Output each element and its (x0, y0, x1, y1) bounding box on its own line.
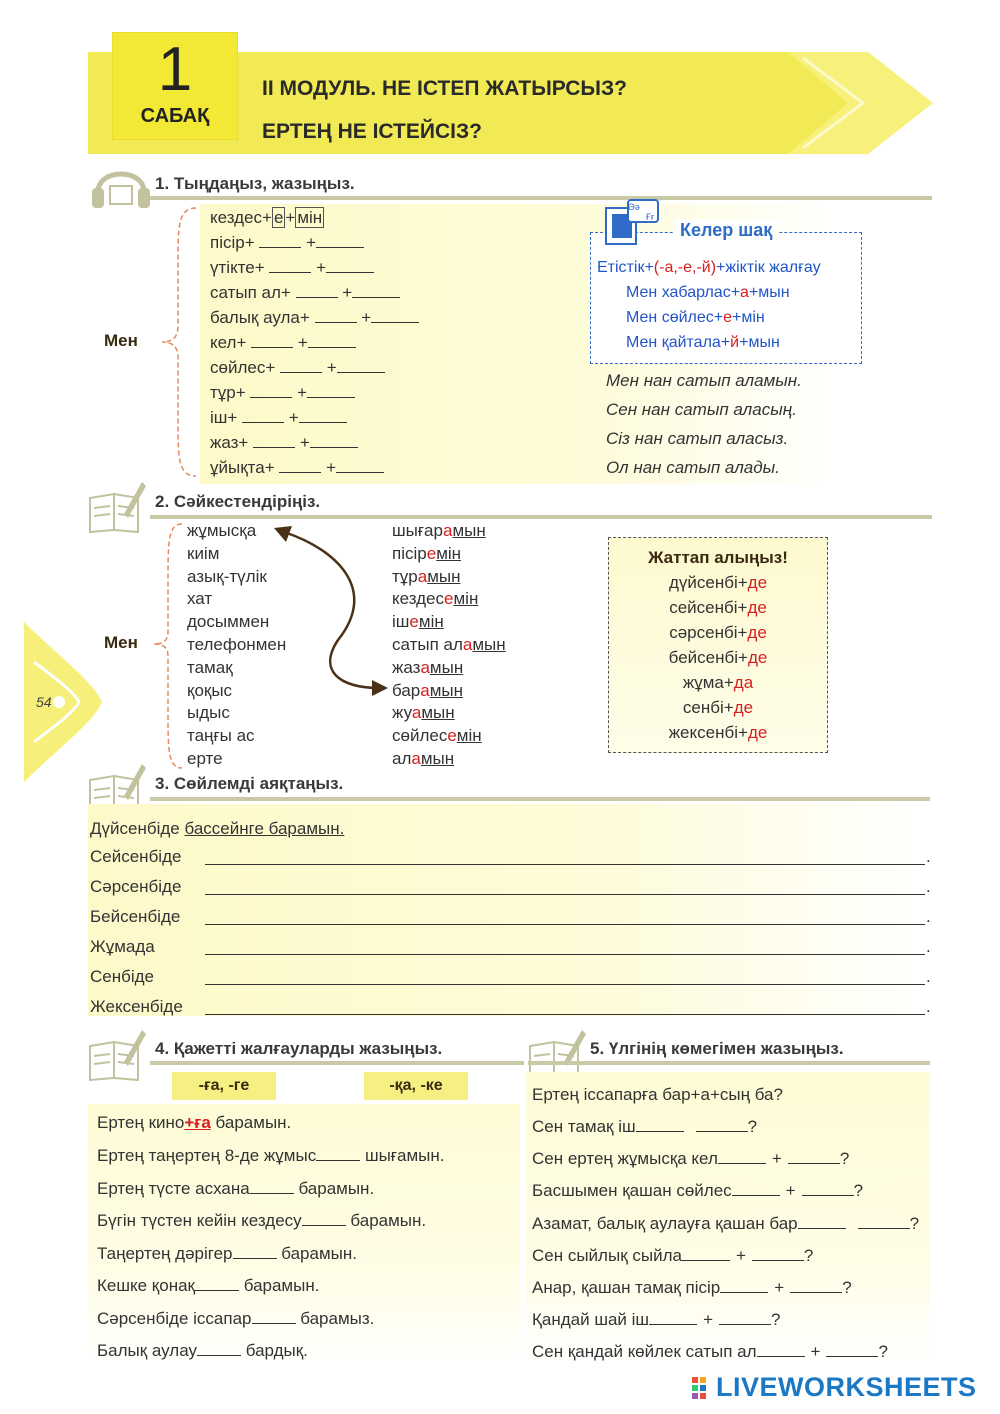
ex5-blank-2[interactable] (790, 1278, 842, 1293)
ex5-item-end: ? (842, 1278, 852, 1297)
ex2-right-vowel: а (417, 566, 428, 586)
ex2-right-vowel: е (426, 543, 437, 563)
sentence-3: Сіз нан сатып аласыз. (606, 429, 789, 448)
ex5-item (532, 1310, 780, 1330)
memo-suffix: де (747, 723, 768, 742)
ex4-item (97, 1309, 374, 1329)
ex5-item-mid: + (735, 1245, 746, 1265)
ex5-item (532, 1214, 919, 1234)
ex2-right-ending: мін (453, 589, 479, 609)
rule-ex1-a: Мен хабарлас+ (626, 284, 741, 301)
ex2-right-stem: жаз (392, 657, 421, 677)
liveworksheets-brand: LIVEWORKSHEETS (716, 1372, 977, 1402)
memo-suffix: де (747, 648, 768, 667)
ex2-right-item[interactable] (392, 681, 463, 701)
ex2-right-vowel: а (420, 657, 430, 677)
ex5-item-start: Сен ертең жұмысқа кел (532, 1149, 718, 1169)
ex5-item-end: ? (771, 1310, 781, 1330)
module-title: II МОДУЛЬ. НЕ ІСТЕП ЖАТЫРСЫЗ? (262, 77, 627, 100)
ex1-item: сатып ал+ + (210, 283, 400, 303)
memo-item (608, 698, 828, 718)
rule-ex3-c: +мын (739, 334, 780, 351)
ex1-blank-vowel[interactable] (250, 383, 292, 398)
ex5-item-end: ? (853, 1181, 864, 1201)
ex2-right-vowel: а (420, 680, 430, 700)
ex3-day-label: Сәрсенбіде (90, 877, 182, 896)
ex1-item: жаз+ + (210, 433, 358, 453)
ex5-item-start: Сен тамақ іш (532, 1117, 636, 1136)
ex5-item-mid (684, 1117, 696, 1136)
ex4-item-start: Таңертең дәрігер (97, 1243, 233, 1263)
ex2-right-ending: мін (418, 612, 444, 632)
lesson-badge (112, 32, 238, 140)
ex1-blank-ending[interactable] (299, 408, 347, 423)
ex5-example: Ертең іссапарға бар+а+сың ба? (532, 1085, 783, 1104)
ex3-day-label: Жексенбіде (90, 997, 183, 1016)
memo-suffix: де (747, 598, 767, 617)
ex2-right-item[interactable] (392, 544, 461, 564)
ex1-item-verb: балық аула+ (210, 308, 310, 327)
ex1-blank-ending[interactable] (337, 358, 385, 373)
rule-icon-text1: Әә (628, 202, 640, 212)
ex5-item-start: Азамат, балық аулауға қашан бар (532, 1213, 798, 1233)
ex5-blank-2[interactable] (752, 1246, 804, 1261)
ex3-answer-line[interactable] (205, 864, 925, 865)
ex2-left-item[interactable]: киім (187, 543, 220, 563)
ex1-item: кел+ + (210, 333, 356, 353)
ex2-left-item[interactable]: жұмысқа (187, 521, 257, 540)
ex5-item-end: ? (839, 1149, 850, 1169)
ex1-item-verb: сөйлес+ (210, 358, 276, 377)
example-ending: мін (297, 208, 323, 227)
ex1-blank-ending[interactable] (371, 308, 419, 323)
ex1-title: 1. Тыңдаңыз, жазыңыз. (155, 174, 355, 193)
memo-suffix: да (733, 673, 754, 692)
ex4-rule (150, 1061, 524, 1065)
ex2-right-stem: іш (392, 612, 410, 632)
ex5-item-end: ? (803, 1245, 814, 1265)
memo-suffix: де (747, 573, 768, 592)
rule-ex2-c: +мін (732, 309, 765, 326)
ex2-left-item[interactable]: таңғы ас (187, 726, 255, 746)
ex4-item-end: барамыз. (300, 1308, 375, 1328)
ex3-answer-line[interactable] (205, 954, 925, 955)
ex2-right-item[interactable] (392, 589, 478, 609)
ex5-blank-1[interactable] (649, 1310, 697, 1325)
ex1-blank-vowel[interactable] (279, 458, 321, 473)
ex3-example-answer: бассейнге барамын. (184, 819, 345, 838)
rule-ex3-a: Мен қайтала+ (626, 334, 731, 351)
ex4-blank[interactable] (233, 1244, 277, 1259)
suffix-qa-label: -қа, -ке (389, 1077, 443, 1094)
liveworksheets-logo-icon (692, 1377, 714, 1399)
rule-example-3 (626, 334, 780, 352)
ex5-item (532, 1246, 813, 1266)
lesson-title: ЕРТЕҢ НЕ ІСТЕЙСІЗ? (262, 120, 482, 143)
ex5-item-start: Қандай шай іш (532, 1310, 650, 1330)
ex5-blank-2[interactable] (719, 1310, 771, 1325)
memo-day: бейсенбі+ (668, 648, 748, 667)
ex2-right-stem: жу (392, 703, 412, 723)
ex5-item (532, 1278, 852, 1298)
rule-example-2 (626, 309, 765, 327)
ex2-right-vowel: е (444, 589, 454, 609)
ex1-item: тұр+ + (210, 383, 355, 403)
ex5-item-end: ? (909, 1213, 920, 1233)
ex1-blank-vowel[interactable] (269, 258, 311, 273)
ex4-item-end: шығамын. (364, 1146, 445, 1165)
ex5-blank-2[interactable] (802, 1181, 854, 1196)
ex1-item-verb: ұйықта+ (210, 458, 275, 477)
ex5-blank-2[interactable] (826, 1342, 878, 1357)
sentence-4: Ол нан сатып алады. (606, 458, 780, 477)
ex4-item-start: Кешке қонақ (97, 1276, 195, 1295)
ex3-day-label: Сенбіде (90, 967, 155, 986)
ex3-rule (150, 797, 930, 801)
memo-day: жексенбі+ (668, 723, 748, 742)
ex3-end-mark: . (926, 847, 931, 866)
ex5-rule (528, 1061, 930, 1065)
ex5-item (532, 1149, 849, 1169)
memo-item (608, 573, 828, 593)
rule-ex1-b: а (740, 284, 749, 301)
ex3-end-mark: . (926, 967, 931, 986)
ex5-item (532, 1117, 757, 1137)
ex3-day-label: Жұмада (90, 937, 155, 956)
lesson-number: 1 (157, 35, 193, 104)
ex2-right-ending: мін (436, 543, 462, 563)
ex4-item-start: Сәрсенбіде іссапар (97, 1308, 252, 1328)
rule-formula-a: Етістік+ (597, 259, 654, 276)
ex1-item: пісір+ + (210, 233, 364, 253)
ex1-blank-vowel[interactable] (251, 333, 293, 348)
ex2-left-item[interactable]: ерте (187, 749, 223, 768)
ex2-left-item[interactable]: тамақ (187, 657, 233, 677)
ex2-left-item[interactable]: телефонмен (187, 635, 287, 654)
ex2-right-item[interactable] (392, 635, 506, 655)
ex5-title: 5. Үлгінің көмегімен жазыңыз. (590, 1039, 844, 1058)
rule-example-1 (626, 284, 790, 302)
memo-day: жұма+ (682, 673, 734, 692)
lesson-word: САБАҚ (140, 105, 210, 127)
ex3-title: 3. Сөйлемді аяқтаңыз. (155, 774, 344, 793)
ex5-item (532, 1342, 888, 1362)
ex2-rule (150, 515, 932, 519)
ex1-blank-vowel[interactable] (259, 233, 301, 248)
ex3-end-mark: . (926, 907, 931, 926)
ex1-item: ұйықта+ + (210, 458, 384, 478)
ex4-item-end: барамын. (350, 1211, 427, 1230)
ex2-right-ending: мын (420, 749, 455, 768)
ex4-item-start: Балық аулау (97, 1341, 197, 1360)
ex1-item: балық аула+ + (210, 308, 419, 328)
page-number: 54 (36, 694, 52, 710)
ex1-item-verb: пісір+ (210, 233, 255, 252)
ex1-blank-vowel[interactable] (296, 283, 338, 298)
ex5-item-mid: + (703, 1310, 714, 1330)
ex2-right-vowel: е (409, 612, 419, 632)
notebook-pen-icon (88, 1028, 148, 1082)
ex4-example-a: Ертең кино (97, 1113, 185, 1132)
ex1-item: іш+ + (210, 408, 347, 428)
ex4-item-end: барамын. (243, 1276, 320, 1295)
ex1-blank-vowel[interactable] (315, 308, 357, 323)
ex3-end-mark: . (926, 997, 931, 1016)
ex5-item-mid: + (771, 1149, 782, 1169)
ex2-right-stem: бар (392, 680, 421, 700)
ex3-answer-line[interactable] (205, 924, 925, 925)
ex4-example-suffix: +ға (184, 1113, 211, 1132)
ex5-blank-1[interactable] (798, 1214, 846, 1229)
ex1-example (210, 208, 324, 228)
sentence-2: Сен нан сатып аласың. (606, 400, 797, 419)
ex2-right-stem: пісір (392, 543, 427, 563)
ex2-right-item[interactable] (392, 726, 482, 746)
sentence-1: Мен нан сатып аламын. (606, 371, 802, 390)
ex2-right-stem: сөйлес (392, 726, 448, 746)
ex3-day-label: Бейсенбіде (90, 907, 181, 926)
ex1-item-verb: сатып ал+ (210, 283, 291, 302)
memo-day: сәрсенбі+ (669, 623, 748, 642)
rule-formula-c: +жіктік жалғау (716, 259, 821, 276)
notebook-pen-icon (88, 480, 148, 534)
ex4-item (97, 1276, 319, 1296)
ex2-right-item[interactable] (392, 612, 444, 632)
ex4-item-end: барамын. (298, 1178, 375, 1198)
ex1-blank-ending[interactable] (308, 333, 356, 348)
ex4-blank[interactable] (316, 1146, 360, 1161)
ex4-title: 4. Қажетті жалғауларды жазыңыз. (155, 1039, 443, 1058)
ex5-blank-1[interactable] (732, 1181, 780, 1196)
ex4-item-end: бардық. (245, 1341, 308, 1360)
ex2-right-vowel: а (462, 635, 473, 654)
ex4-example (97, 1113, 291, 1133)
ex4-item (97, 1211, 426, 1231)
ex1-item-verb: үтікте+ (210, 258, 265, 277)
ex5-item (532, 1181, 863, 1201)
ex3-answer-line[interactable] (205, 984, 925, 985)
ex2-left-item[interactable]: досыммен (187, 612, 270, 632)
headphones-icon (90, 158, 152, 212)
ex2-subject: Мен (104, 633, 138, 652)
memo-suffix: де (747, 623, 767, 642)
ex4-item-end: барамын. (281, 1243, 357, 1263)
ex1-item-verb: іш+ (210, 408, 238, 427)
ex2-brace (146, 522, 186, 770)
ex1-subject: Мен (104, 331, 138, 350)
ex2-right-vowel: е (447, 726, 457, 746)
memo-day: сенбі+ (682, 698, 734, 717)
ex2-right-ending: мын (452, 521, 486, 540)
ex1-item-verb: тұр+ (210, 383, 246, 402)
ex5-blank-1[interactable] (682, 1246, 730, 1261)
ex1-blank-vowel[interactable] (280, 358, 322, 373)
ex2-right-item[interactable] (392, 521, 486, 541)
ex2-right-vowel: а (411, 703, 422, 723)
ex2-title: 2. Сәйкестендіріңіз. (155, 492, 321, 511)
ex4-item (97, 1244, 357, 1264)
ex4-blank[interactable] (252, 1309, 296, 1324)
ex5-item-mid: + (810, 1342, 821, 1362)
ex2-left-item[interactable]: қоқыс (187, 680, 233, 700)
ex2-right-stem: шығар (392, 521, 443, 540)
ex5-item-end: ? (747, 1117, 758, 1136)
ex1-blank-vowel[interactable] (242, 408, 284, 423)
ex4-blank[interactable] (250, 1179, 294, 1194)
ex1-item-verb: кел+ (210, 333, 247, 352)
ex5-item-start: Анар, қашан тамақ пісір (532, 1278, 721, 1297)
ex4-item-start: Ертең түсте асхана (97, 1178, 250, 1198)
ex5-blank-1[interactable] (757, 1342, 805, 1357)
memo-box (608, 537, 828, 753)
ex2-right-ending: мын (429, 680, 464, 700)
ex3-end-mark: . (926, 937, 931, 956)
memo-suffix: де (733, 698, 754, 717)
match-arrow (268, 520, 398, 700)
ex2-left-item[interactable]: ыдыс (187, 703, 230, 723)
ex1-item: үтікте+ + (210, 258, 374, 278)
ex1-item: сөйлес+ + (210, 358, 385, 378)
ex3-example-day: Дүйсенбіде (90, 819, 180, 838)
ex5-item-start: Сен сыйлық сыйла (532, 1245, 682, 1265)
ex4-item (97, 1179, 374, 1199)
ex2-right-vowel: а (442, 521, 453, 540)
ex1-blank-vowel[interactable] (253, 433, 295, 448)
ex2-right-stem: сатып ал (392, 635, 463, 654)
ex2-right-item[interactable] (392, 658, 463, 678)
ex2-right-item[interactable] (392, 749, 454, 769)
ex2-left-item[interactable]: хат (187, 589, 213, 609)
ex5-item-end: ? (878, 1342, 888, 1362)
ex1-brace (150, 206, 200, 478)
rule-formula (597, 259, 821, 277)
ex2-right-stem: ал (392, 749, 412, 768)
ex3-day-label: Сейсенбіде (90, 847, 182, 866)
ex2-right-stem: тұр (392, 566, 418, 586)
ex4-item (97, 1146, 444, 1166)
ex1-item-verb: жаз+ (210, 433, 249, 452)
ex4-item (97, 1341, 308, 1361)
ex5-item-mid: + (785, 1181, 796, 1201)
ex5-blank-1[interactable] (720, 1278, 768, 1293)
ex1-blank-ending[interactable] (307, 383, 355, 398)
ex3-answer-line[interactable] (205, 894, 925, 895)
ex1-blank-ending[interactable] (310, 433, 358, 448)
ex2-left-item[interactable]: азық-түлік (187, 566, 267, 586)
ex3-answer-line[interactable] (205, 1014, 925, 1015)
ex1-blank-ending[interactable] (352, 283, 400, 298)
ex2-right-stem: кездес (392, 589, 445, 609)
rule-ex1-c: +мын (748, 284, 790, 301)
ex4-blank[interactable] (302, 1211, 346, 1226)
example-vowel: е (273, 208, 284, 227)
ex5-blank-1[interactable] (636, 1117, 684, 1132)
ex5-blank-2[interactable] (788, 1149, 840, 1164)
ex2-right-ending: мын (429, 657, 464, 677)
ex4-example-c: барамын. (210, 1113, 292, 1132)
ex5-item-mid (846, 1214, 858, 1233)
ex2-right-item[interactable] (392, 567, 461, 587)
ex4-item-start: Бүгін түстен кейін кездесу (97, 1211, 302, 1230)
ex4-item-start: Ертең таңертең 8-де жұмыс (97, 1146, 317, 1165)
ex5-blank-1[interactable] (718, 1149, 766, 1164)
ex3-end-mark: . (926, 877, 931, 896)
ex5-item-start: Басшымен қашан сөйлес (532, 1181, 732, 1201)
rule-ex3-b: й (730, 334, 740, 351)
memo-item (608, 673, 828, 693)
memo-day: дүйсенбі+ (668, 573, 748, 592)
memo-item (608, 723, 828, 743)
rule-icon-text2: Ғғ (646, 212, 655, 222)
ex5-item-mid: + (774, 1278, 785, 1297)
ex2-right-ending: мын (421, 703, 455, 723)
rule-ex2-b: е (723, 309, 733, 326)
ex4-blank[interactable] (195, 1276, 239, 1291)
example-plus: + (285, 208, 296, 227)
rule-ex2-a: Мен сөйлес+ (626, 309, 724, 326)
memo-day: сейсенбі+ (669, 598, 748, 617)
ex2-right-ending: мын (427, 566, 461, 586)
ex2-right-ending: мін (456, 726, 482, 746)
ex1-blank-ending[interactable] (336, 458, 384, 473)
ex1-blank-ending[interactable] (326, 258, 374, 273)
ex2-right-vowel: а (411, 749, 421, 768)
memo-title: Жаттап алыңыз! (648, 548, 788, 567)
rule-formula-b: (-а,-е,-й) (653, 259, 717, 276)
memo-item (608, 648, 828, 668)
ex2-right-item[interactable] (392, 703, 455, 723)
ex5-blank-2[interactable] (858, 1214, 910, 1229)
ex1-rule (150, 196, 932, 200)
suffix-ga-label: -ға, -ге (198, 1077, 250, 1094)
ex5-blank-2[interactable] (696, 1117, 748, 1132)
rule-title: Келер шақ (674, 220, 778, 241)
ex1-blank-ending[interactable] (316, 233, 364, 248)
memo-item (608, 623, 828, 643)
ex3-example (90, 819, 344, 839)
example-stem: кездес+ (210, 208, 272, 227)
memo-item (608, 598, 828, 618)
ex4-blank[interactable] (197, 1341, 241, 1356)
ex5-item-start: Сен қандай көйлек сатып ал (532, 1342, 757, 1362)
ex2-right-ending: мын (472, 635, 506, 654)
